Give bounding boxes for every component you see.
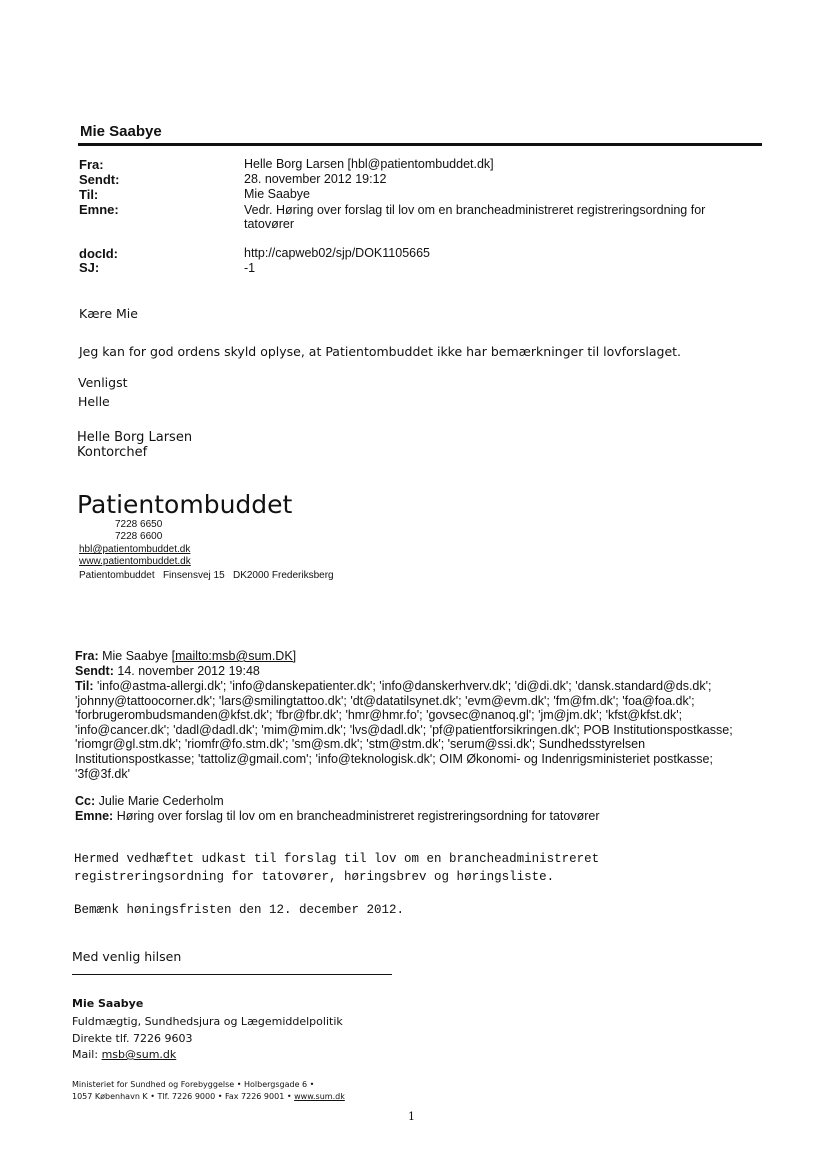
signature-email-link[interactable]: msb@sum.dk — [101, 1048, 177, 1061]
forwarded-mailto-link[interactable]: [mailto:msb@sum.DK] — [171, 649, 297, 663]
forwarded-subject-label: Emne: — [75, 809, 114, 823]
meta-label-from: Fra: — [79, 157, 104, 172]
meta-value-sent: 28. november 2012 19:12 — [244, 172, 387, 186]
forwarded-from-line — [75, 649, 765, 664]
document-owner-name: Mie Saabye — [80, 123, 162, 140]
email-link[interactable]: hbl@patientombuddet.dk — [79, 544, 191, 555]
meta-label-sent: Sendt: — [79, 172, 120, 187]
forwarded-sent-value: 14. november 2012 19:48 — [117, 664, 260, 678]
forwarded-signature-title: Fuldmægtig, Sundhedsjura og Lægemiddelpolitik — [72, 1015, 343, 1028]
reply-signature-name: Helle Borg Larsen — [77, 430, 193, 445]
website-link[interactable]: www.patientombuddet.dk — [79, 556, 191, 567]
forwarded-from-label: Fra: — [75, 649, 99, 663]
page-number: 1 — [408, 1110, 415, 1123]
forwarded-to-label: Til: — [75, 679, 94, 693]
reply-body: Jeg kan for god ordens skyld oplyse, at Patientombuddet ikke har bemærkninger til lovforslaget. — [79, 344, 682, 359]
ministry-footer-line-2 — [72, 1092, 345, 1101]
forwarded-sent-line — [75, 664, 765, 679]
mail-label: Mail: — [72, 1048, 99, 1061]
reply-signature-title: Kontorchef — [77, 445, 148, 460]
company-address: Patientombuddet Finsensvej 15 DK2000 Frederiksberg — [79, 570, 334, 581]
phone-direct: 7228 6650 — [115, 519, 163, 530]
header-divider — [78, 143, 762, 146]
forwarded-cc-line — [75, 794, 765, 809]
meta-label-sj: SJ: — [79, 260, 100, 275]
forwarded-sent-label: Sendt: — [75, 664, 114, 678]
forwarded-body-line-2: registreringsordning for tatovører, høringsbrev og høringsliste. — [74, 870, 555, 884]
meta-value-to: Mie Saabye — [244, 187, 311, 201]
reply-closing: Venligst — [78, 375, 128, 390]
meta-value-from: Helle Borg Larsen [hbl@patientombuddet.dk] — [244, 157, 494, 171]
reply-greeting: Kære Mie — [79, 306, 138, 321]
forwarded-to-block — [75, 679, 765, 781]
forwarded-cc-value: Julie Marie Cederholm — [98, 794, 224, 808]
forwarded-body-line-1: Hermed vedhæftet udkast til forslag til lov om en brancheadministreret — [74, 852, 600, 866]
forwarded-subject-line — [75, 809, 765, 824]
company-brand-logo: Patientombuddet — [77, 490, 293, 519]
meta-label-docid: docId: — [79, 246, 118, 261]
forwarded-from-value: Mie Saabye — [102, 649, 169, 663]
forwarded-signature-phone: Direkte tlf. 7226 9603 — [72, 1032, 193, 1045]
forwarded-signature-name: Mie Saabye — [72, 997, 144, 1010]
phone-main: 7228 6600 — [115, 531, 163, 542]
forwarded-body-line-3: Bemænk høningsfristen den 12. december 2012. — [74, 903, 405, 917]
ministry-website-link[interactable]: www.sum.dk — [294, 1092, 345, 1101]
meta-value-docid: http://capweb02/sjp/DOK1105665 — [244, 246, 431, 260]
forwarded-to-recipients: 'info@astma-allergi.dk'; 'info@danskepatienter.dk'; 'info@danskerhverv.dk'; 'di@di.dk'; 'dansk.standard@ds.dk'; 'johnny@tattoocorner.dk'; 'lars@smilingtattoo.dk'; 'dt@datatilsynet.dk'; 'evm@evm.dk'; 'fm@fm.dk'; 'foa@foa.dk'; 'forbrugerombudsmanden@kfst.dk'; 'fbr@fbr.dk'; 'hmr@hmr.fo'; 'govsec@nanoq.gl'; 'jm@jm.dk'; 'kfst@kfst.dk'; 'info@cancer.dk'; 'dadl@dadl.dk'; 'mim@mim.dk'; 'lvs@dadl.dk'; 'pf@patientforsikringen.dk'; POB Institutionspostkasse; 'riomgr@gl.stm.dk'; 'riomfr@fo.stm.dk'; 'sm@sm.dk'; 'stm@stm.dk'; 'serum@ssi.dk'; Sundhedsstyrelsen Institutionspostkasse; 'tattoliz@gmail.com'; 'info@teknologisk.dk'; OIM Økonomi- og Indenrigsministeriet postkasse; '3f@3f.dk' — [75, 679, 733, 781]
reply-closing-name: Helle — [78, 394, 110, 409]
forwarded-closing: Med venlig hilsen — [72, 949, 182, 964]
signature-divider — [72, 974, 392, 975]
forwarded-subject-value: Høring over forslag til lov om en brancheadministreret registreringsordning for tatovører — [116, 809, 600, 823]
meta-label-subject: Emne: — [79, 202, 119, 217]
meta-value-subject: Vedr. Høring over forslag til lov om en brancheadministreret registreringsordning for tatovører — [244, 203, 706, 231]
ministry-footer-line-1: Ministeriet for Sundhed og Forebyggelse • Holbergsgade 6 • — [72, 1080, 315, 1089]
meta-value-sj: -1 — [244, 261, 256, 275]
forwarded-cc-label: Cc: — [75, 794, 96, 808]
forwarded-signature-mail-line — [72, 1048, 176, 1061]
ministry-footer-address: 1057 København K • Tlf. 7226 9000 • Fax 7226 9001 • — [72, 1092, 292, 1101]
meta-label-to: Til: — [79, 187, 99, 202]
